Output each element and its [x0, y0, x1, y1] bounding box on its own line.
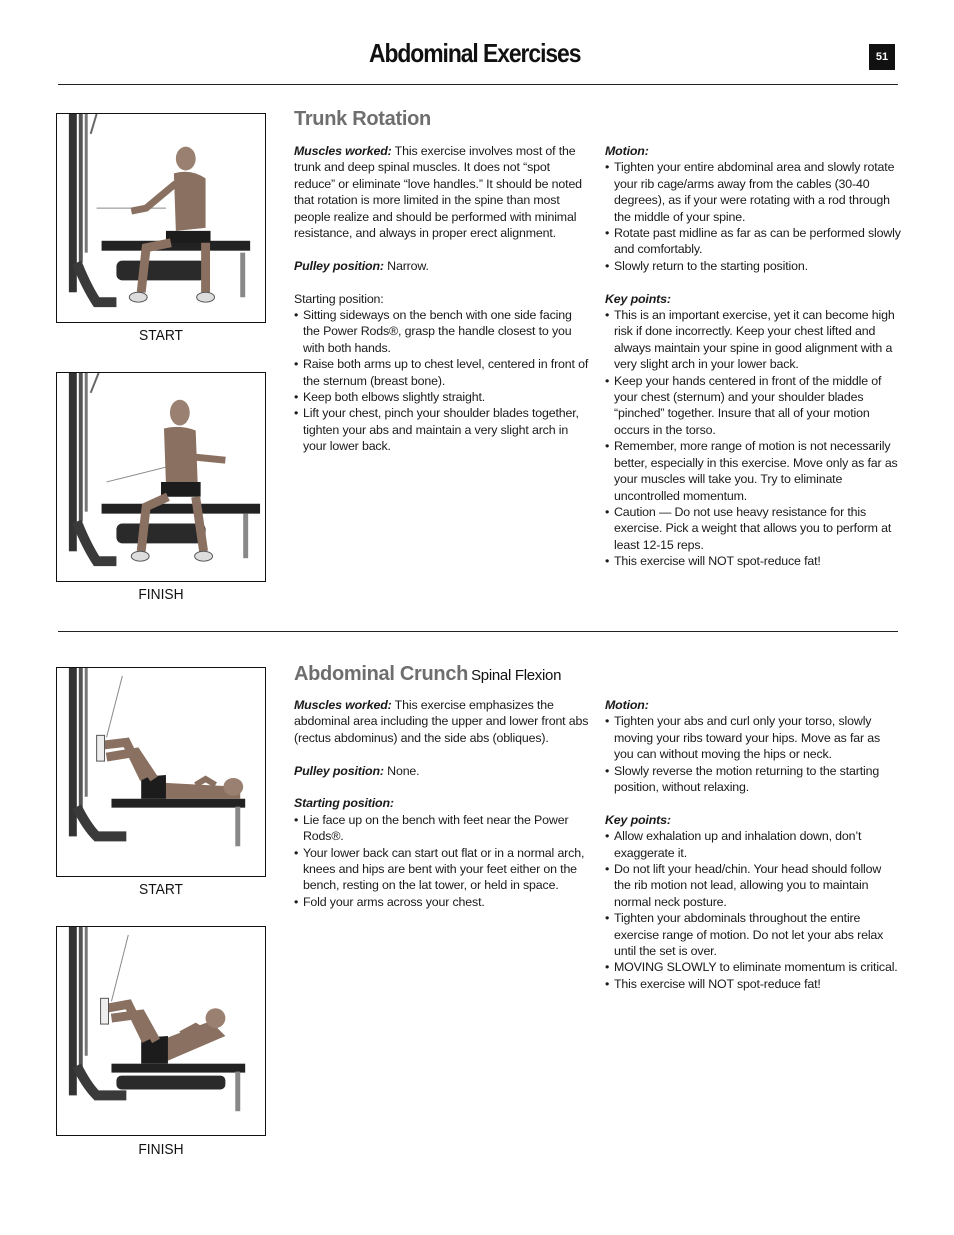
trunk-rotation-title-text: Trunk Rotation: [294, 108, 431, 130]
trunk-rotation-motion-list: [605, 159, 901, 274]
list-item: • Lift your chest, pinch your shoulder blades together, tighten your abs and maintain a very slight arch in your lower back.: [294, 405, 590, 454]
abdominal-crunch-title-text: Abdominal Crunch: [294, 663, 469, 685]
abdominal-crunch-muscles: Muscles worked: This exercise emphasizes the abdominal area including the upper and lower front abs (rectus abdominus) and the side abs (obliques).: [294, 698, 589, 745]
trunk-rotation-muscles: Muscles worked: This exercise involves most of the trunk and deep spinal muscles. It does not “spot reduce” or eliminate “love handles.” It should be noted that rotation is more limited in the spine than most people realize and should be performed with minimal resistance, and always in proper erect alignment.: [294, 144, 582, 241]
list-item: • Caution — Do not use heavy resistance for this exercise. Pick a weight that allows you to perform at least 12-15 reps.: [605, 504, 901, 553]
list-item: • Rotate past midline as far as can be performed slowly and comfortably.: [605, 225, 901, 258]
list-item: • Slowly return to the starting position.: [605, 258, 901, 274]
list-item: • Sitting sideways on the bench with one side facing the Power Rods®, grasp the handle closest to you with both hands.: [294, 307, 590, 356]
abdominal-crunch-motion-list: [605, 713, 901, 795]
abdominal-crunch-left-column: [294, 697, 590, 910]
abdominal-crunch-finish-photo: [56, 926, 266, 1136]
list-item: • Fold your arms across your chest.: [294, 894, 590, 910]
list-item: • Slowly reverse the motion returning to the starting position, without relaxing.: [605, 763, 901, 796]
list-item: • Do not lift your head/chin. Your head should follow the rib motion not lead, allowing you to maintain normal neck posture.: [605, 861, 901, 910]
abdominal-crunch-pulley: Pulley position: None.: [294, 763, 420, 778]
trunk-rotation-left-column: [294, 143, 590, 455]
list-item: • MOVING SLOWLY to eliminate momentum is critical.: [605, 959, 901, 975]
page-number-badge: 51: [869, 44, 895, 70]
list-item: • Keep your hands centered in front of the middle of your chest (sternum) and your shoulder blades “pinched” together. Insure that all of your motion occurs in the torso.: [605, 373, 901, 439]
trunk-rotation-right-column: [605, 143, 901, 570]
list-item: • Tighten your abdominals throughout the entire exercise range of motion. Do not let your abs relax until the set is over.: [605, 910, 901, 959]
trunk-rotation-starting-list: [294, 307, 590, 455]
list-item: • Keep both elbows slightly straight.: [294, 389, 590, 405]
trunk-rotation-pulley: Pulley position: Narrow.: [294, 258, 429, 273]
list-item: • Lie face up on the bench with feet near the Power Rods®.: [294, 812, 590, 845]
abdominal-crunch-start-caption: START: [139, 881, 183, 898]
trunk-rotation-key-list: [605, 307, 901, 570]
abdominal-crunch-finish-caption: FINISH: [138, 1141, 184, 1158]
abdominal-crunch-key-heading: Key points:: [605, 812, 671, 827]
list-item: • This exercise will NOT spot-reduce fat!: [605, 553, 901, 569]
page-title: Abdominal Exercises: [369, 38, 581, 68]
trunk-rotation-starting-heading: Starting position:: [294, 291, 384, 306]
list-item: • Remember, more range of motion is not necessarily better, especially in this exercise. Move only as far as your muscles will take you. Try to eliminate uncontrolled momentum.: [605, 438, 901, 504]
abdominal-crunch-title: [294, 663, 561, 686]
trunk-rotation-key-heading: Key points:: [605, 291, 671, 306]
abdominal-crunch-start-photo: [56, 667, 266, 877]
trunk-rotation-finish-caption: FINISH: [138, 586, 184, 603]
list-item: • This is an important exercise, yet it can become high risk if done incorrectly. Keep your chest lifted and always maintain your spine in good alignment with a very slight arch in your lower back.: [605, 307, 901, 373]
abdominal-crunch-starting-list: [294, 812, 590, 910]
trunk-rotation-title: [294, 108, 434, 131]
trunk-rotation-motion-heading: Motion:: [605, 144, 649, 158]
abdominal-crunch-key-list: [605, 828, 901, 992]
trunk-rotation-start-photo: [56, 113, 266, 323]
trunk-rotation-finish-photo: [56, 372, 266, 582]
list-item: • This exercise will NOT spot-reduce fat!: [605, 976, 901, 992]
abdominal-crunch-subtitle: Spinal Flexion: [471, 667, 562, 684]
list-item: • Raise both arms up to chest level, centered in front of the sternum (breast bone).: [294, 356, 590, 389]
header-divider: [58, 84, 898, 85]
list-item: • Your lower back can start out flat or in a normal arch, knees and hips are bent with your feet either on the bench, resting on the lat tower, or held in space.: [294, 845, 590, 894]
list-item: • Tighten your abs and curl only your torso, slowly moving your ribs toward your hips. Move as far as you can without moving the hips or neck.: [605, 713, 901, 762]
list-item: • Tighten your entire abdominal area and slowly rotate your rib cage/arms away from the cables (30-40 degrees), as if your were rotating with a rod through the middle of your spine.: [605, 159, 901, 225]
abdominal-crunch-right-column: [605, 697, 901, 992]
trunk-rotation-start-caption: START: [139, 327, 183, 344]
abdominal-crunch-motion-heading: Motion:: [605, 698, 649, 712]
list-item: • Allow exhalation up and inhalation down, don’t exaggerate it.: [605, 828, 901, 861]
abdominal-crunch-starting-heading: Starting position:: [294, 796, 394, 811]
section-divider: [58, 631, 898, 632]
